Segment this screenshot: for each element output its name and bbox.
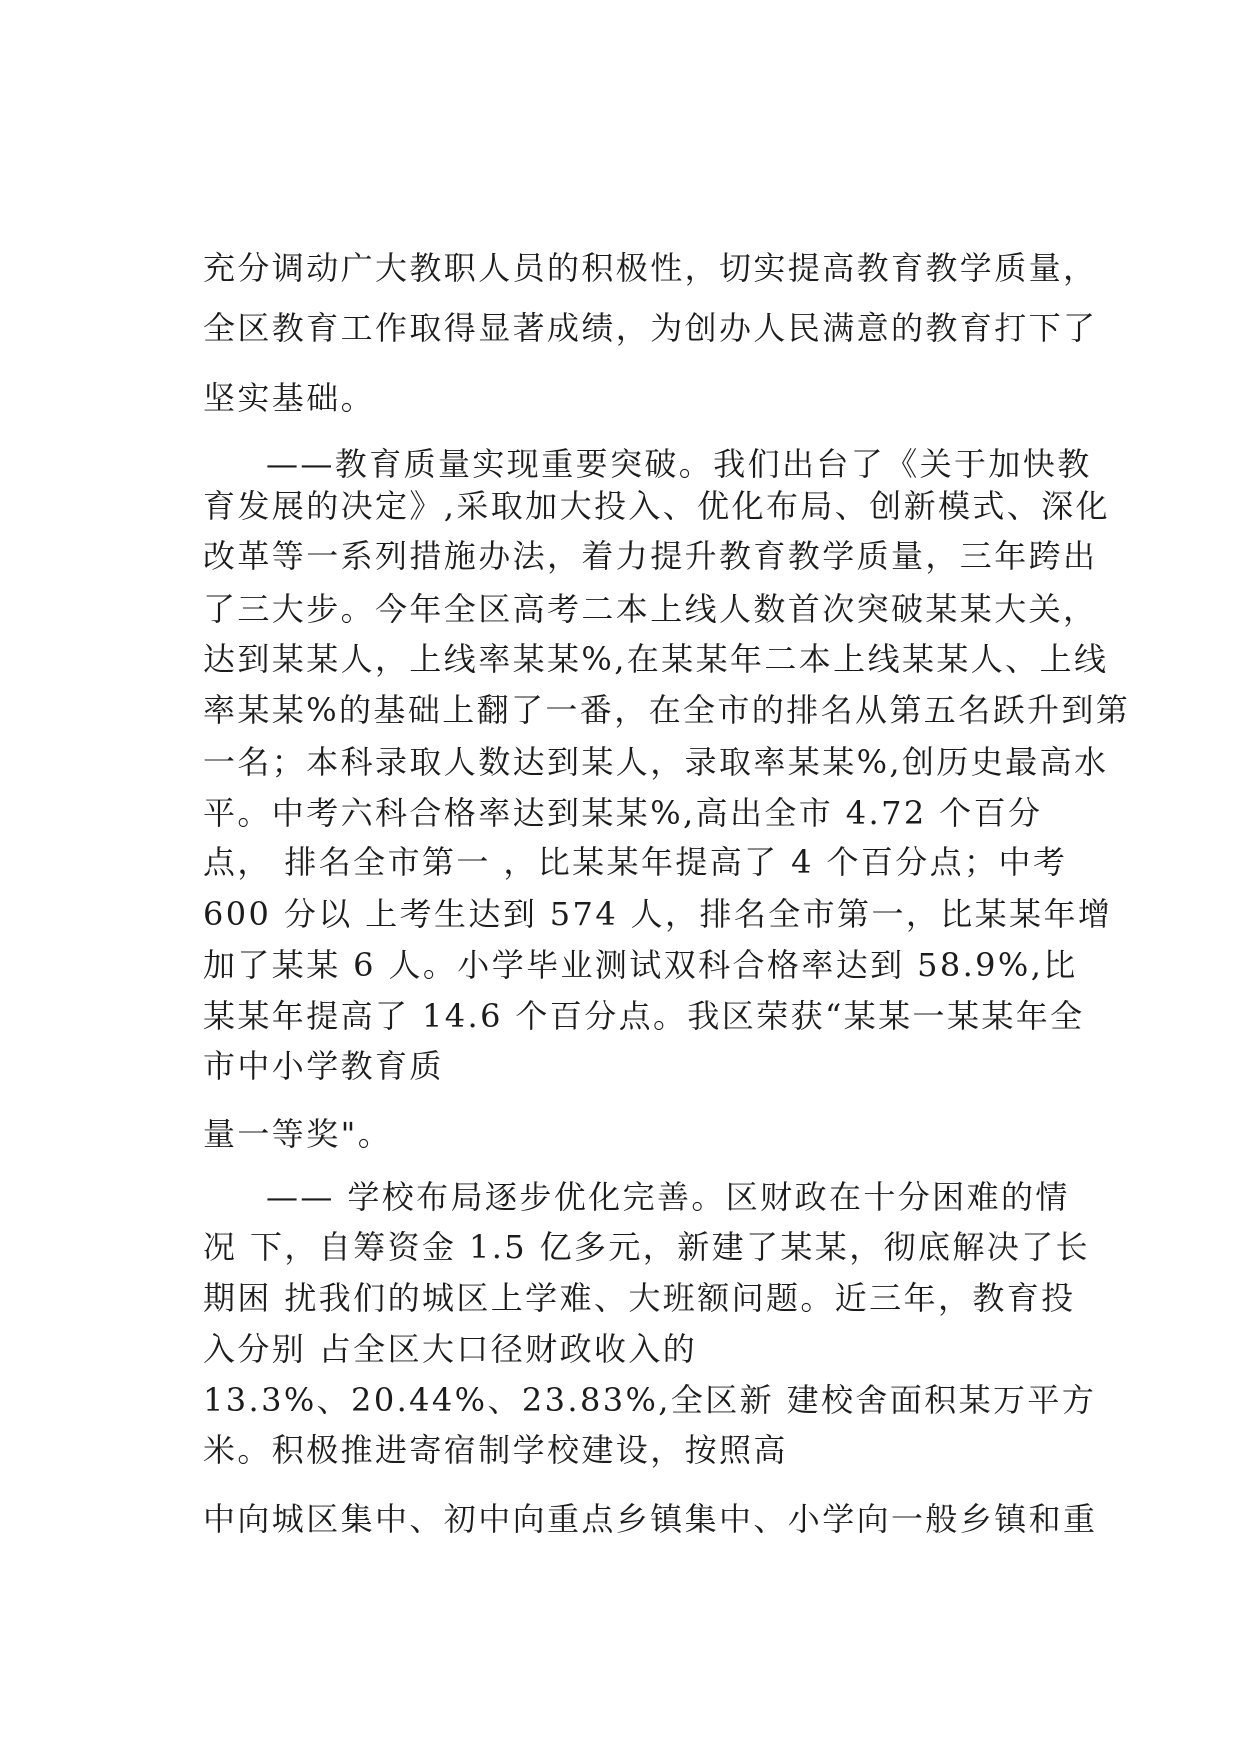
text-line-20: 期困 扰我们的城区上学难、大班额问题。近三年，教育投 — [203, 1279, 1076, 1317]
text-line-15: 某某年提高了 14.6 个百分点。我区荣获“某某一某某年全 — [203, 997, 1085, 1035]
text-line-11: 平。中考六科合格率达到某某%,高出全市 4.72 个百分 — [203, 794, 1043, 832]
text-line-6: 改革等一系列措施办法，着力提升教育教学质量，三年跨出 — [203, 537, 1098, 575]
text-line-4: ——教育质量实现重要突破。我们出台了《关于加快教 — [266, 445, 1092, 483]
text-line-19: 况 下，自筹资金 1.5 亿多元，新建了某某，彻底解决了长 — [203, 1228, 1091, 1266]
text-line-12: 点， 排名全市第一 ，比某某年提高了 4 个百分点；中考 — [203, 843, 1068, 881]
text-line-23: 米。积极推进寄宿制学校建设，按照高 — [203, 1431, 788, 1469]
text-line-7: 了三大步。今年全区高考二本上线人数首次突破某某大关， — [203, 590, 1098, 628]
text-line-2: 全区教育工作取得显著成绩，为创办人民满意的教育打下了 — [203, 309, 1098, 347]
text-line-18: —— 学校布局逐步优化完善。区财政在十分困难的情 — [266, 1178, 1070, 1216]
text-line-21: 入分别 占全区大口径财政收入的 — [203, 1330, 698, 1368]
text-line-3: 坚实基础。 — [203, 379, 376, 417]
text-line-22: 13.3%、20.44%、23.83%,全区新 建校舍面积某万平方 — [203, 1381, 1097, 1419]
text-line-8: 达到某某人，上线率某某%,在某某年二本上线某某人、上线 — [203, 640, 1109, 678]
text-line-16: 市中小学教育质 — [203, 1047, 444, 1085]
text-line-14: 加了某某 6 人。小学毕业测试双科合格率达到 58.9%,比 — [203, 946, 1078, 984]
text-line-17: 量一等奖"。 — [203, 1115, 393, 1153]
text-line-1: 充分调动广大教职人员的积极性，切实提高教育教学质量， — [203, 249, 1098, 287]
text-line-10: 一名；本科录取人数达到某人，录取率某某%,创历史最高水 — [203, 743, 1109, 781]
text-line-9: 率某某%的基础上翻了一番，在全市的排名从第五名跃升到第 — [203, 691, 1131, 729]
text-line-13: 600 分以 上考生达到 574 人，排名全市第一，比某某年增 — [203, 895, 1113, 933]
text-line-5: 育发展的决定》,采取加大投入、优化布局、创新模式、深化 — [203, 487, 1110, 525]
text-line-24: 中向城区集中、初中向重点乡镇集中、小学向一般乡镇和重 — [203, 1500, 1098, 1538]
